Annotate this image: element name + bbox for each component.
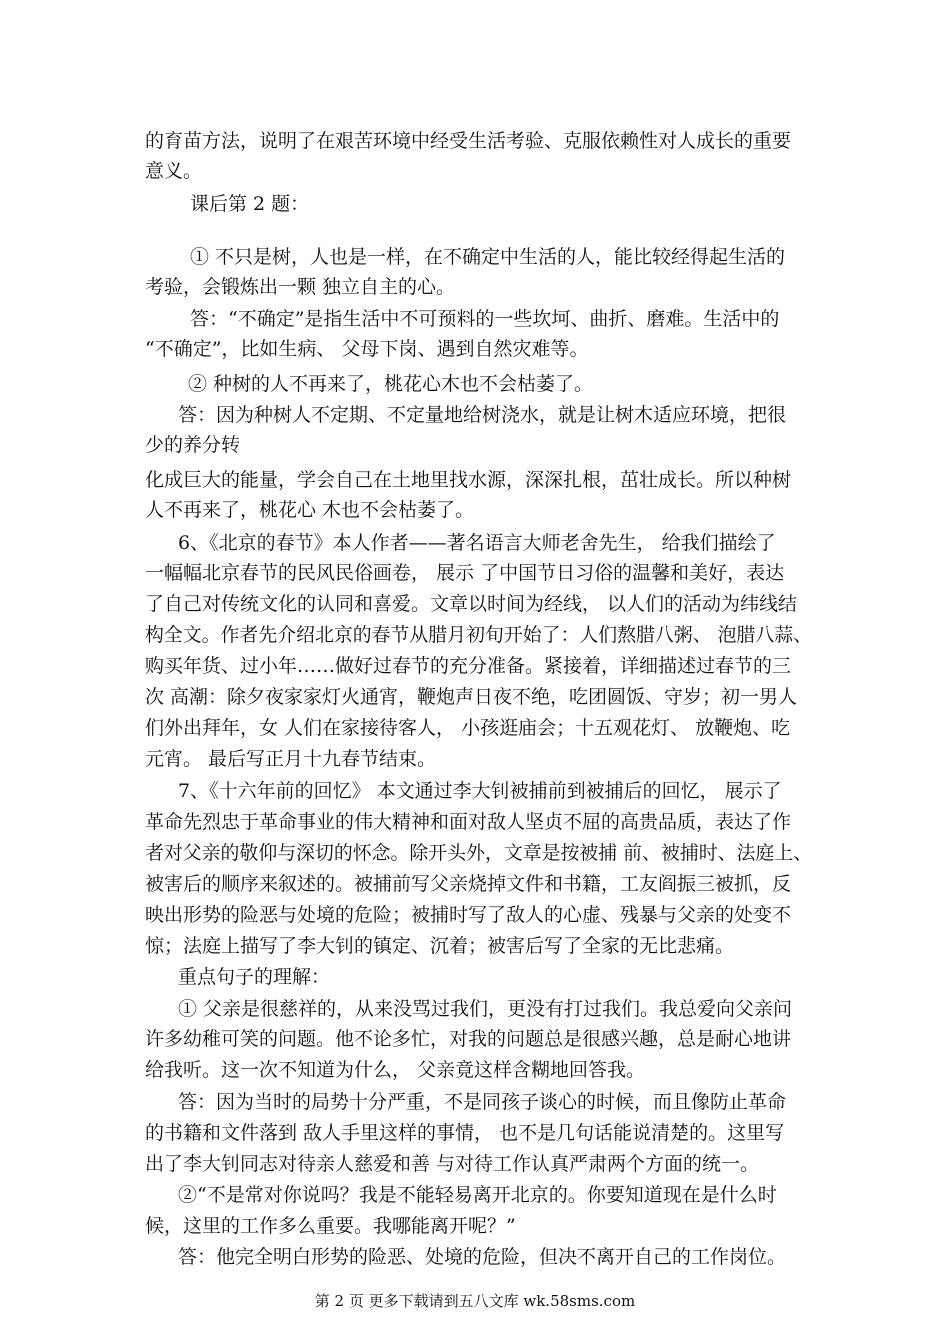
text-line: 少的养分转 [145, 434, 241, 456]
page-footer: 第 2 页 更多下载请到五八文库 wk.58sms.com [314, 1292, 636, 1310]
text-line: 次 高潮：除夕夜家家灯火通宵，鞭炮声日夜不绝，吃团圆饭、守岁；初一男人 [145, 686, 798, 708]
text-line: 考验，会锻炼出一颗 独立自主的心。 [145, 276, 456, 298]
text-line: 出了李大钊同志对待亲人慈爱和善 与对待工作认真严肃两个方面的统一。 [145, 1153, 760, 1175]
text-line: 给我听。这一次不知道为什么， 父亲竟这样含糊地回答我。 [145, 1059, 646, 1081]
text-line: 课后第 2 题： [190, 193, 310, 215]
text-line: 化成巨大的能量，学会自己在土地里找水源，深深扎根，茁壮成长。所以种树 [145, 469, 792, 491]
text-line: 的书籍和文件落到 敌人手里这样的事情， 也不是几句话能说清楚的。这里写 [145, 1122, 785, 1144]
text-line: 映出形势的险恶与处境的危险；被捕时写了敌人的心虚、残暴与父亲的处变不 [145, 904, 792, 926]
text-line: 者对父亲的敬仰与深切的怀念。除开头外，文章是按被捕 前、被捕时、法庭上、 [145, 842, 813, 864]
text-line: 购买年货、过小年……做好过春节的充分准备。紧接着，详细描述过春节的三 [145, 655, 792, 677]
text-line: 答：因为当时的局势十分严重，不是同孩子谈心的时候，而且像防止革命 [178, 1091, 787, 1113]
text-line: 6、《北京的春节》本人作者——著名语言大师老舍先生， 给我们描绘了 [178, 532, 776, 554]
text-line: 一幅幅北京春节的民风民俗画卷， 展示 了中国节日习俗的温馨和美好，表达 [145, 562, 785, 584]
text-line: 人不再来了，桃花心 木也不会枯萎了。 [145, 499, 475, 521]
text-line: 许多幼稚可笑的问题。他不论多忙，对我的问题总是很感兴趣，总是耐心地讲 [145, 1028, 792, 1050]
text-line: 答：“不确定”是指生活中不可预料的一些坎坷、曲折、磨难。生活中的 [190, 308, 780, 330]
text-line: 构全文。作者先介绍北京的春节从腊月初旬开始了：人们熬腊八粥、 泡腊八蒜、 [145, 624, 813, 646]
text-line: 革命先烈忠于革命事业的伟大精神和面对敌人坚贞不屈的高贵品质，表达了作 [145, 811, 792, 833]
text-line: 意义。 [145, 160, 203, 182]
text-line: 7、《十六年前的回忆》 本文通过李大钊被捕前到被捕后的回忆， 展示了 [178, 780, 782, 802]
text-line: 重点句子的理解： [178, 966, 331, 988]
text-line: ② 种树的人不再来了，桃花心木也不会枯萎了。 [188, 373, 594, 395]
text-line: 答：因为种树人不定期、不定量地给树浇水，就是让树木适应环境，把很 [178, 404, 787, 426]
text-line: 了自己对传统文化的认同和喜爱。文章以时间为经线， 以人们的活动为纬线结 [145, 593, 798, 615]
text-line: 元宵。 最后写正月十九春节结束。 [145, 748, 437, 770]
text-line: 的育苗方法，说明了在艰苦环境中经受生活考验、克服依赖性对人成长的重要 [145, 130, 792, 152]
text-line: ① 父亲是很慈祥的，从来没骂过我们，更没有打过我们。我总爱向父亲问 [178, 998, 793, 1020]
text-line: 惊；法庭上描写了李大钊的镇定、沉着；被害后写了全家的无比悲痛。 [145, 935, 735, 957]
text-line: 们外出拜年，女 人们在家接待客人， 小孩逛庙会；十五观花灯、 放鞭炮、吃 [145, 717, 791, 739]
text-line: 被害后的顺序来叙述的。被捕前写父亲烧掉文件和书籍，工友阎振三被抓，反 [145, 873, 792, 895]
text-line: ① 不只是树，人也是一样，在不确定中生活的人，能比较经得起生活的 [190, 246, 786, 268]
text-line: “不确定”，比如生病、 父母下岗、遇到自然灾难等。 [145, 338, 589, 360]
text-line: 答：他完全明白形势的险恶、处境的危险，但决不离开自己的工作岗位。 [178, 1246, 787, 1268]
text-line: ②“不是常对你说吗？我是不能轻易离开北京的。你要知道现在是什么时 [178, 1184, 777, 1206]
text-line: 候，这里的工作多么重要。我哪能离开呢？” [145, 1215, 516, 1237]
